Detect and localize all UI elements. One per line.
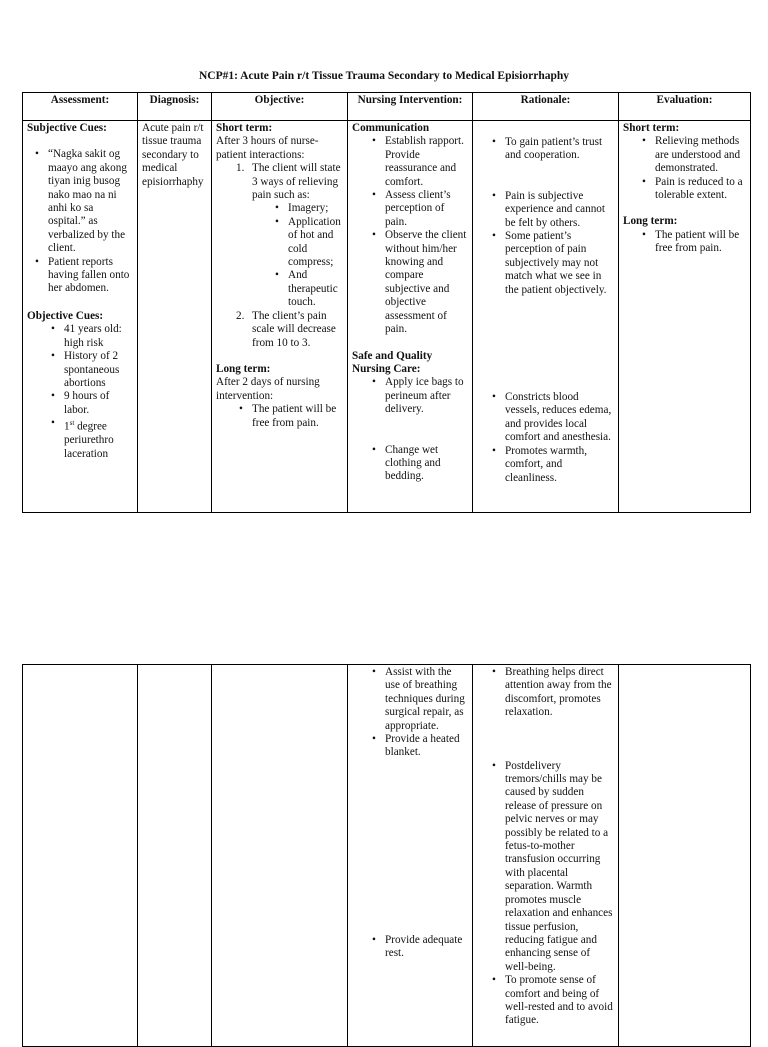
objective-cell	[212, 121, 348, 513]
list-item: • Apply ice bags to perineum after delivery.	[385, 376, 468, 416]
communication-label: Communication	[352, 122, 430, 134]
list-item	[64, 417, 133, 461]
safe-quality-label: Safe and Quality Nursing Care:	[352, 349, 433, 375]
list-item: • Assess client’s perception of pain.	[385, 189, 468, 229]
page-title: NCP#1: Acute Pain r/t Tissue Trauma Secondary to Medical Episiorrhaphy	[198, 70, 570, 82]
assessment-cell	[23, 121, 138, 513]
intervention-cell	[348, 665, 473, 1047]
list-item	[48, 148, 133, 255]
subjective-cues-label: Subjective Cues:	[27, 122, 107, 134]
degree-number: 1	[64, 420, 70, 433]
rationale-cell	[473, 665, 619, 1047]
list-item: • Establish rapport. Provide reassurance and comfort.	[385, 135, 468, 189]
list-item: • Application of hot and cold compress;	[288, 216, 343, 270]
list-item: • History of 2 spontaneous abortions	[64, 350, 133, 390]
objective-long-term-label: Long term:	[216, 362, 271, 375]
list-item: • To promote sense of comfort and being of well-rested and to avoid fatigue.	[505, 974, 614, 1028]
relief-ways-list	[252, 202, 343, 309]
header-diagnosis: Diagnosis:	[138, 93, 212, 121]
objective-long-term-list	[216, 403, 343, 430]
list-item: • Patient reports having fallen onto her abdomen.	[48, 256, 133, 296]
evaluation-cell-empty	[619, 665, 751, 1047]
continuation-intervention-list	[352, 666, 468, 961]
list-item: • Assist with the use of breathing techniques during surgical repair, as appropriate.	[385, 666, 468, 733]
objective-short-term-intro: After 3 hours of nurse-patient interactions:	[216, 135, 319, 161]
list-item: • Pain is subjective experience and cannot be felt by others.	[505, 190, 614, 230]
list-item: • The patient will be free from pain.	[252, 403, 343, 430]
list-item: • 9 hours of labor.	[64, 390, 133, 417]
subjective-quote: “Nagka sakit og maayo ang akong tiyan inig busog nako mao na ni anhi ko sa ospital.”	[48, 148, 127, 228]
objective-cues-label: Objective Cues:	[27, 309, 104, 322]
subjective-quote-tail: as verbalized by the client.	[48, 215, 126, 255]
assessment-cell-empty	[23, 665, 138, 1047]
objective-long-term-intro: After 2 days of nursing intervention:	[216, 376, 320, 402]
list-item: • The patient will be free from pain.	[655, 229, 746, 256]
list-item: • Imagery;	[288, 202, 343, 215]
objective-cell-empty	[212, 665, 348, 1047]
objective-short-term-list	[216, 162, 343, 350]
header-objective: Objective:	[212, 93, 348, 121]
list-item: • Change wet clothing and bedding.	[385, 444, 468, 484]
objective-item-text: The client will state 3 ways of relieving pain such as:	[252, 162, 341, 202]
table-row	[23, 665, 751, 1047]
list-item: • Postdelivery tremors/chills may be caused by sudden release of pressure on pelvic nerves or may possibly be related to a fetus-to-mother transfusion occurring with placental separation. Warmth promotes muscle relaxation and enhances tissue perfusion, reducing fatigue and enhancing sense of well-being.	[505, 760, 614, 975]
degree-text: degree periurethro laceration	[64, 420, 114, 460]
rationale-list	[477, 136, 614, 485]
evaluation-cell	[619, 121, 751, 513]
list-item	[236, 162, 343, 309]
evaluation-long-term-label: Long term:	[623, 215, 678, 228]
list-item: • Provide adequate rest.	[385, 934, 468, 961]
header-nursing-intervention: Nursing Intervention:	[348, 93, 473, 121]
list-item: • Promotes warmth, comfort, and cleanliness.	[505, 445, 614, 485]
subjective-cues-list	[27, 148, 133, 295]
list-item: • Breathing helps direct attention away from the discomfort, promotes relaxation.	[505, 666, 614, 720]
evaluation-short-term-label: Short term:	[623, 122, 680, 134]
list-item: • Relieving methods are understood and demonstrated.	[655, 135, 746, 175]
list-item: • Provide a heated blanket.	[385, 733, 468, 760]
objective-item-text: The client’s pain scale will decrease from 10 to 3.	[252, 309, 336, 349]
degree-superscript: st	[69, 419, 75, 428]
list-number: 1.	[236, 162, 245, 175]
list-item: • To gain patient’s trust and cooperation.	[505, 136, 614, 163]
communication-list	[352, 135, 468, 336]
list-item: • Constricts blood vessels, reduces edema, and provides local comfort and anesthesia.	[505, 391, 614, 445]
header-rationale: Rationale:	[473, 93, 619, 121]
header-evaluation: Evaluation:	[619, 93, 751, 121]
header-assessment: Assessment:	[23, 93, 138, 121]
intervention-cell	[348, 121, 473, 513]
list-number: 2.	[236, 309, 245, 322]
evaluation-short-term-list	[623, 135, 746, 202]
list-item: • 41 years old: high risk	[64, 323, 133, 350]
continuation-rationale-list	[477, 666, 614, 1028]
objective-cues-list	[27, 323, 133, 461]
header-row	[23, 93, 751, 121]
diagnosis-cell: Acute pain r/t tissue trauma secondary to medical episiorrhaphy	[138, 121, 212, 513]
care-plan-table	[22, 92, 751, 513]
diagnosis-cell-empty	[138, 665, 212, 1047]
rationale-cell	[473, 121, 619, 513]
table-row	[23, 121, 751, 513]
list-item: • Observe the client without him/her knowing and compare subjective and objective assessment of pain.	[385, 229, 468, 336]
list-item: • Some patient’s perception of pain subjectively may not match what we see in the patient objectively.	[505, 230, 614, 297]
evaluation-long-term-list	[623, 229, 746, 256]
care-plan-continuation-table	[22, 664, 751, 1047]
list-item	[236, 309, 343, 350]
objective-short-term-label: Short term:	[216, 122, 273, 134]
safe-quality-list	[352, 376, 468, 483]
list-item: • Pain is reduced to a tolerable extent.	[655, 176, 746, 203]
list-item: • And therapeutic touch.	[288, 269, 343, 309]
